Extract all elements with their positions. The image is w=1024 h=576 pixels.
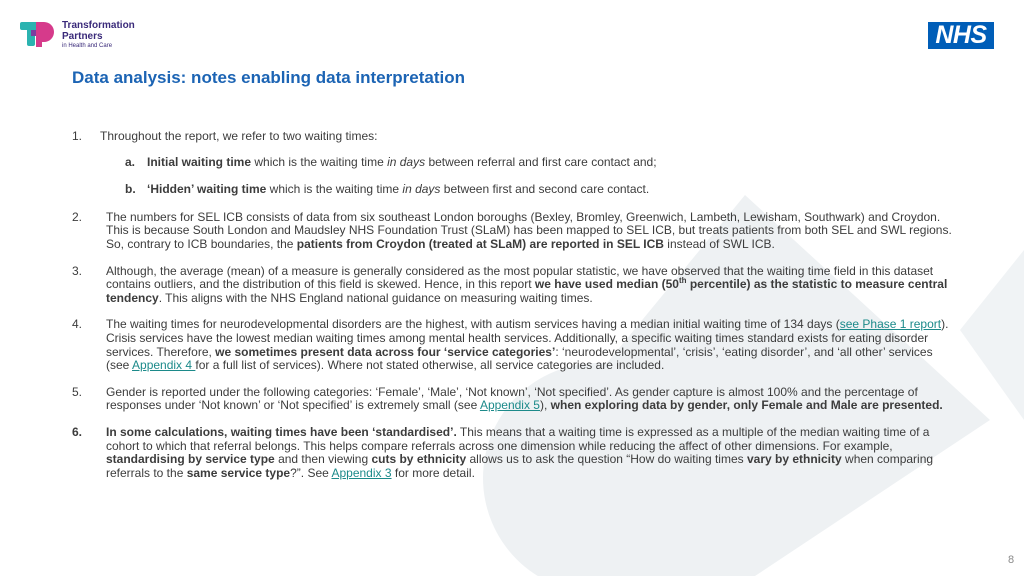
sub-item-text: between referral and first care contact and; [425,154,657,169]
note-item-6 [72,426,952,480]
item-text: allows us to ask the question “How do waiting times [466,452,747,467]
background-corner-shape [960,250,1024,420]
item-bold-text: standardising by service type [106,452,275,467]
item-bold-text: patients from Croydon (treated at SLaM) are reported in SEL ICB [296,236,664,251]
item-text: when comparing referrals to the [106,452,934,480]
item-bold-text: vary by ethnicity [746,452,842,467]
item-text: : ‘neurodevelopmental’, ‘crisis’, ‘eating disorder’, and ‘all other’ services (see [106,344,933,373]
sub-item-term: ‘Hidden’ waiting time [147,182,267,197]
tp-logo-icon [20,20,56,48]
item-bold-text: percentile) as the statistic to measure central tendency [106,277,948,305]
nhs-logo: NHS [928,22,994,49]
note-item-2 [72,211,952,252]
item-text: for a full list of services). Where not stated otherwise, all service categories are included. [195,358,665,373]
note-item-1 [72,130,952,144]
logo-line-1: Transformation [62,20,135,31]
item-number: 3. [72,263,83,278]
sub-item-text: between first and second care contact. [440,182,650,197]
sub-item-b [72,183,952,197]
logo-line-2: Partners [62,31,103,42]
item-text: Although, the average (mean) of a measure is generally considered as the most popular statistic, we have observed that the waiting time field in this dataset contains outliers, and the distribution of this field is skewed. Hence, in this report [106,263,934,292]
item-bold-text: cuts by ethnicity [371,452,467,467]
appendix-4-link[interactable]: Appendix 4 [132,358,196,373]
page-title: Data analysis: notes enabling data interpretation [72,68,465,87]
notes-list [72,130,952,493]
sub-item-term: Initial waiting time [147,154,252,169]
logo-line-3: in Health and Care [62,43,113,49]
item-text: ), [539,398,551,413]
page-number: 8 [1008,554,1015,566]
item-text: ?”. See [290,465,332,480]
item-number: 2. [72,209,83,224]
tphc-logo [20,20,135,51]
appendix-5-link[interactable]: Appendix 5 [479,398,540,413]
sub-item-text: which is the waiting time [266,182,403,197]
item-bold-text: In some calculations, waiting times have been ‘standardised’. [106,424,457,439]
note-item-4 [72,318,952,372]
item-text: Gender is reported under the following categories: ‘Female’, ‘Male’, ‘Not known’, ‘Not specified’. As gender capture is almost 100% and the percentage of responses under ‘Not known’ or ‘Not specified’ is extremely small (see [106,384,918,413]
item-bold-text: same service type [186,465,291,480]
sub-item-letter: b. [125,182,136,197]
sub-item-emphasis: in days [402,182,441,197]
item-text: Throughout the report, we refer to two waiting times: [100,129,378,143]
sub-item-emphasis: in days [387,154,426,169]
item-number: 4. [72,317,83,332]
sub-item-text: which is the waiting time [251,154,388,169]
item-text: . This aligns with the NHS England national guidance on measuring waiting times. [158,290,593,305]
item-number: 6. [72,424,83,439]
item-bold-text: we sometimes present data across four ‘service categories’ [215,344,556,359]
item-text: The numbers for SEL ICB consists of data from six southeast London boroughs (Bexley, Bromley, Greenwich, Lambeth, Lewisham, Southwark) and Croydon. This is because South London and Maudsley NHS Foundation Trust (SLaM) has been mapped to SEL ICB, but treats patients from both SEL and SWL regions. So, contrary to ICB boundaries, the [106,209,952,251]
note-item-5 [72,386,952,413]
item-text: The waiting times for neurodevelopmental disorders are the highest, with autism services having a median initial waiting time of 134 days ( [106,317,840,332]
item-bold-text: when exploring data by gender, only Female and Male are presented. [550,398,943,413]
sub-item-a [72,156,952,170]
item-number: 1. [72,129,83,143]
item-number: 5. [72,384,83,399]
item-text: This means that a waiting time is expressed as a multiple of the median waiting time of a cohort to which that referral belongs. This helps compare referrals across one dimension while reducing the affect of other dimensions. For example, [106,424,930,453]
item-bold-text: we have used median (50 [534,277,679,292]
appendix-3-link[interactable]: Appendix 3 [331,465,392,480]
phase1-report-link[interactable]: see Phase 1 report [839,317,942,332]
item-text: ). Crisis services have the lowest median waiting times among mental health services. Additionally, a specific waiting times standard exists for eating disorder services. Therefore, [106,317,949,359]
superscript: th [678,276,687,286]
item-text: instead of SWL ICB. [663,236,775,251]
note-item-3 [72,265,952,306]
item-text: and then viewing [274,452,372,467]
item-text: for more detail. [391,465,475,480]
sub-item-letter: a. [125,154,136,169]
